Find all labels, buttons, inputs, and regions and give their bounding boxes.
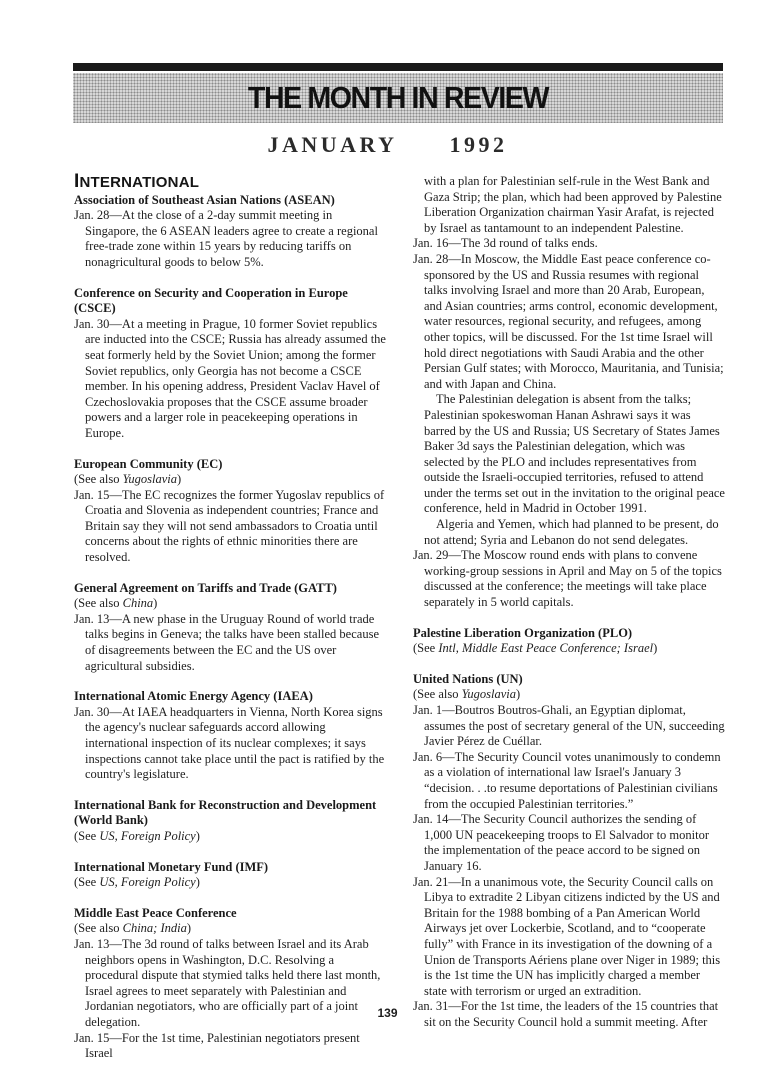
org-heading: International Monetary Fund (IMF) <box>74 859 269 874</box>
chronology-entry: Jan. 1—Boutros Boutros-Ghali, an Egyptian diplomat, assumes the post of secretary general of the UN, succeeding Javier Pérez de Cuéllar. <box>413 703 725 749</box>
org-block-mideast <box>74 906 386 1062</box>
section-heading-initial: I <box>74 171 80 192</box>
left-column <box>74 171 386 1077</box>
org-heading: United Nations (UN) <box>413 671 523 686</box>
see-reference: (See US, Foreign Policy) <box>74 828 200 843</box>
see-reference: (See Intl, Middle East Peace Conference; Israel) <box>413 641 658 656</box>
org-block-iaea <box>74 689 386 783</box>
chronology-entry: Jan. 30—At IAEA headquarters in Vienna, North Korea signs the agency's nuclear safeguards accord allowing international inspection of its nuclear complexes; it says inspections cannot take place until the pact is ratified by the country's legislature. <box>74 704 385 782</box>
chronology-entry: Jan. 13—A new phase in the Uruguay Round of world trade talks begins in Geneva; the talks have been stalled because of disagreements between the EC and the US over agricultural subsidies. <box>74 611 379 673</box>
mideast-continuation <box>413 174 725 611</box>
org-heading: Conference on Security and Cooperation in Europe (CSCE) <box>74 285 348 316</box>
chronology-entry: Jan. 21—In a unanimous vote, the Security Council calls on Libya to extradite 2 Libyan citizens indicted by the US and Britain for the 1988 bombing of a Pan American World Airways jet over Lockerbie, Scotland, and to “cooperate fully” with France in its investigation of the downing of a Union de Transports Aériens plane over Niger in 1989; this is the 1st time the UN has implicitly charged a member state with terrorism or urged an extradition. <box>413 874 721 998</box>
chronology-entry: Jan. 28—At the close of a 2-day summit meeting in Singapore, the 6 ASEAN leaders agree to create a regional free-trade zone within 15 years by reducing tariffs on nonagricultural goods to below 5%. <box>74 208 378 269</box>
chronology-entry: Jan. 13—The 3d round of talks between Israel and its Arab neighbors opens in Washington, D.C. Resolving a procedural dispute that stymied talks held there last month, Israel agrees to meet separately with Palestinian and Jordanian negotiators, who are officially part of a joint delegation. <box>74 936 381 1029</box>
entry-paragraph: The Palestinian delegation is absent from the talks; Palestinian spokeswoman Hanan Ashrawi says it was barred by the US and Russia; US Secretary of States James Baker 3d says the Palestinian delegation, which was selected by the PLO and includes representatives from outside the Israeli-occupied territories, refused to attend under the terms set out in the invitation to the original peace conference, held in Madrid in October 1991. <box>424 392 725 516</box>
chronology-entry: Jan. 28—In Moscow, the Middle East peace conference co-sponsored by the US and Russia resumes with regional talks involving Israel and more than 20 Arab, European, and Asian countries; arms control, economic development, water resources, regional security, and refugees, among other topics, will be discussed. For the 1st time Israel will hold direct negotiations with Saudi Arabia and the other Persian Gulf states; with Morocco, Mauritania, and Tunisia; and with Japan and China. <box>413 251 724 391</box>
org-heading: Middle East Peace Conference <box>74 905 237 920</box>
org-heading: International Atomic Energy Agency (IAEA) <box>74 689 313 704</box>
section-heading-rest: NTERNATIONAL <box>79 174 200 191</box>
org-block-csce <box>74 286 386 442</box>
continued-entry: with a plan for Palestinian self-rule in the West Bank and Gaza Strip; the plan, which had been approved by Palestine Liberation Organization chairman Yasir Arafat, is rejected by Israel as tantamount to an independent Palestine. <box>424 174 722 235</box>
org-block-world-bank <box>74 798 386 845</box>
org-block-plo <box>413 626 725 657</box>
org-heading: International Bank for Reconstruction and Development (World Bank) <box>74 797 377 828</box>
see-also-reference: (See also China) <box>74 596 158 611</box>
org-block-asean <box>74 193 386 271</box>
page-number: 139 <box>377 1006 398 1020</box>
org-block-imf <box>74 860 386 891</box>
org-block-ec <box>74 457 386 566</box>
issue-month: JANUARY <box>267 132 398 157</box>
section-heading <box>74 171 386 192</box>
chronology-entry: Jan. 6—The Security Council votes unanimously to condemn as a violation of international law Israel's January 3 “decision. . .to resume deportations of Palestinian civilians from the occupied Palestinian territories.” <box>413 749 721 811</box>
org-heading: European Community (EC) <box>74 456 223 471</box>
chronology-entry: Jan. 15—The EC recognizes the former Yugoslav republics of Croatia and Slovenia as independent countries; France and Britain say they will not send ambassadors to Croatia until concerns about the rights of ethnic minorities there are resolved. <box>74 487 385 565</box>
org-block-gatt <box>74 581 386 675</box>
see-also-reference: (See also Yugoslavia) <box>74 472 182 487</box>
org-heading: Palestine Liberation Organization (PLO) <box>413 625 633 640</box>
issue-date <box>0 132 775 158</box>
title-rule <box>73 63 723 71</box>
see-also-reference: (See also Yugoslavia) <box>413 687 521 702</box>
right-column <box>413 174 725 1045</box>
entry-paragraph: Algeria and Yemen, which had planned to be present, do not attend; Syria and Lebanon do not send delegates. <box>424 517 719 547</box>
see-also-reference: (See also China; India) <box>74 921 192 936</box>
org-heading: Association of Southeast Asian Nations (ASEAN) <box>74 192 335 207</box>
page-title: THE MONTH IN REVIEW <box>247 80 549 115</box>
chronology-entry: Jan. 30—At a meeting in Prague, 10 former Soviet republics are inducted into the CSCE; Russia has already assumed the seat formerly held by the Soviet Union; among the former Soviet republics, only Georgia has not become a CSCE member. In his opening address, President Vaclav Havel of Czechoslovakia proposes that the CSCE assume broader powers and a larger role in peacekeeping operations in Europe. <box>74 316 386 440</box>
chronology-entry: Jan. 15—For the 1st time, Palestinian negotiators present Israel <box>74 1030 360 1061</box>
chronology-entry: Jan. 31—For the 1st time, the leaders of the 15 countries that sit on the Security Council hold a summit meeting. After <box>413 999 719 1029</box>
see-reference: (See US, Foreign Policy) <box>74 875 200 890</box>
title-banner <box>73 73 723 123</box>
org-heading: General Agreement on Tariffs and Trade (GATT) <box>74 580 337 595</box>
chronology-entry: Jan. 29—The Moscow round ends with plans to convene working-group sessions in April and May on 5 of the topics discussed at the conference; the meetings will take place separately in 5 world capitals. <box>413 548 722 610</box>
org-block-un <box>413 672 725 1031</box>
issue-year: 1992 <box>449 132 508 157</box>
chronology-entry: Jan. 14—The Security Council authorizes the sending of 1,000 UN peacekeeping troops to El Salvador to monitor the implementation of the peace accord to be signed on January 16. <box>413 812 710 873</box>
chronology-entry: Jan. 16—The 3d round of talks ends. <box>413 236 598 251</box>
